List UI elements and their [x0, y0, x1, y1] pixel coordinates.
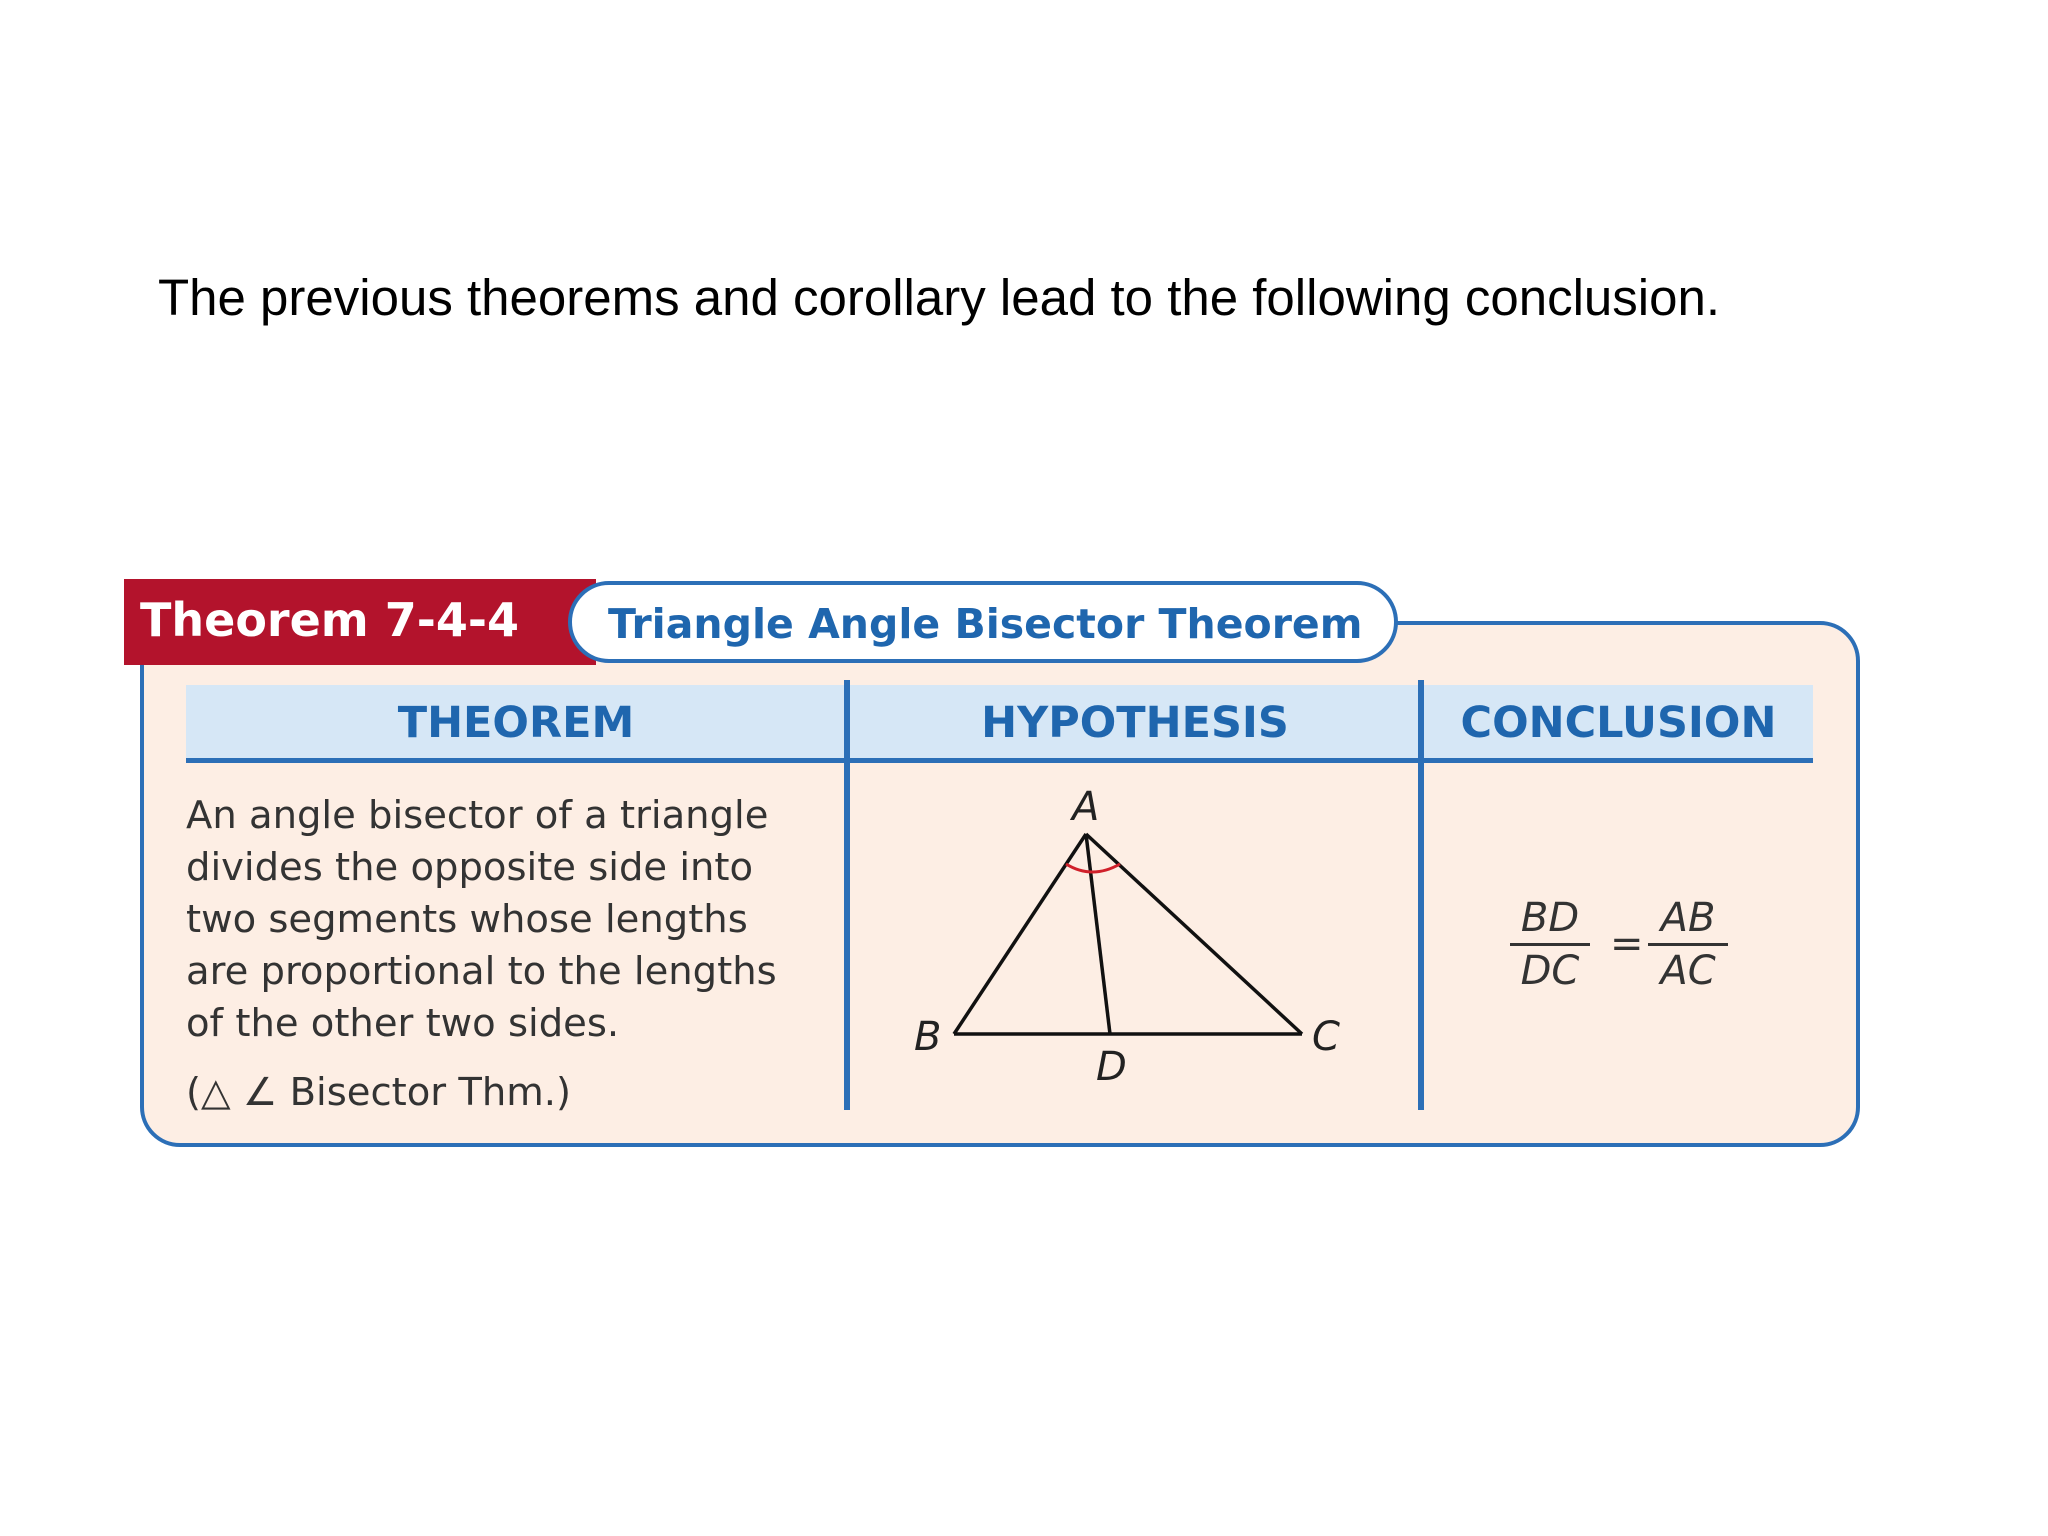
column-divider-2: [1418, 680, 1424, 1110]
fraction-right-numerator: AB: [1660, 895, 1716, 941]
theorem-statement: [186, 790, 826, 1050]
theorem-number-label: [124, 579, 596, 665]
fraction-left-bar: [1510, 943, 1590, 946]
column-header-hypothesis: HYPOTHESIS: [981, 698, 1289, 748]
statement-line: two segments whose lengths: [186, 897, 748, 942]
vertex-label-c: C: [1312, 1014, 1340, 1060]
statement-line: of the other two sides.: [186, 1001, 620, 1046]
theorem-abbreviation: (△ ∠ Bisector Thm.): [186, 1070, 572, 1115]
fraction-right: [1648, 895, 1728, 994]
statement-line: An angle bisector of a triangle: [186, 793, 769, 838]
statement-line: divides the opposite side into: [186, 845, 754, 890]
column-header-conclusion: CONCLUSION: [1460, 698, 1777, 748]
theorem-title-text: Triangle Angle Bisector Theorem: [608, 600, 1363, 648]
fraction-left: [1510, 895, 1590, 994]
column-divider-1: [844, 680, 850, 1110]
fraction-right-denominator: AC: [1660, 948, 1716, 994]
intro-text: The previous theorems and corollary lead to the following conclusion.: [158, 269, 1721, 326]
theorem-title-pill: [568, 581, 1398, 663]
equals-sign: =: [1610, 921, 1644, 967]
statement-line: are proportional to the lengths: [186, 949, 777, 994]
conclusion-formula: [1510, 895, 1750, 1005]
fraction-right-bar: [1648, 943, 1728, 946]
angle-mark: [1066, 864, 1120, 872]
angle-bisector-ad: [1086, 834, 1110, 1034]
fraction-left-denominator: DC: [1520, 948, 1580, 994]
theorem-number-text: Theorem 7-4-4: [140, 593, 519, 647]
vertex-label-b: B: [914, 1014, 942, 1060]
triangle-figure: [900, 780, 1360, 1100]
point-label-d: D: [1096, 1044, 1127, 1090]
vertex-label-a: A: [1072, 784, 1100, 830]
column-header-theorem: THEOREM: [397, 698, 635, 748]
fraction-left-numerator: BD: [1520, 895, 1580, 941]
